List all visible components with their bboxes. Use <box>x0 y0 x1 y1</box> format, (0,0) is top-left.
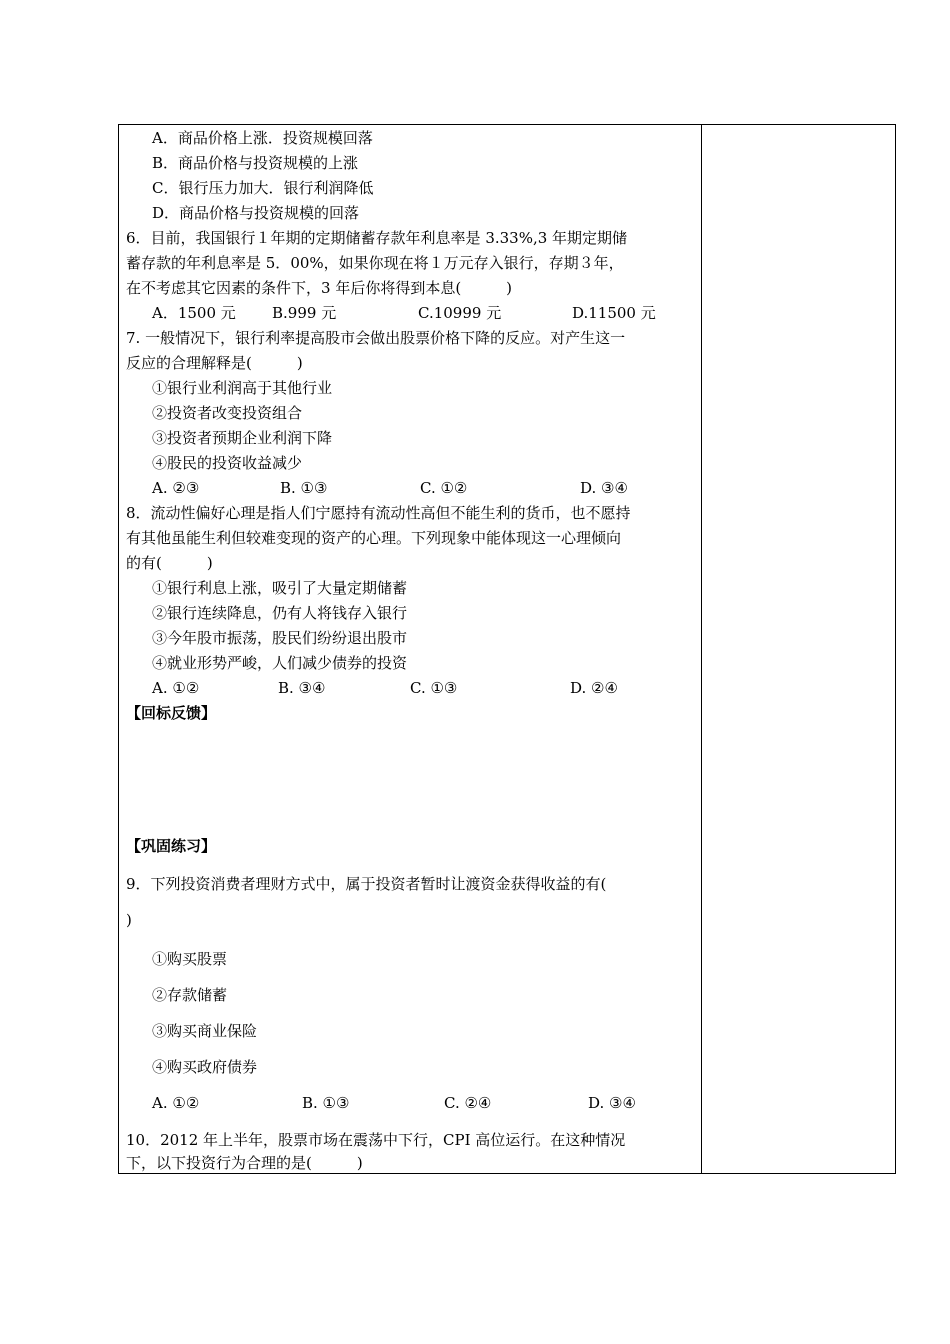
q5-option-d: D．商品价格与投资规模的回落 <box>152 204 360 222</box>
q7-item: ②投资者改变投资组合 <box>152 404 303 422</box>
q6-text-line: 蓄存款的年利息率是 5．00%，如果你现在将１万元存入银行，存期３年， <box>126 254 624 272</box>
q8-item: ④就业形势严峻，人们减少债券的投资 <box>152 654 408 672</box>
q9-item: ④购买政府债券 <box>152 1058 258 1076</box>
q6-text-line: 6．目前，我国银行１年期的定期储蓄存款年利息率是 3.33%,3 年期定期储 <box>126 229 628 247</box>
q6-option-c: C.10999 元 <box>418 304 502 322</box>
q9-item: ②存款储蓄 <box>152 986 228 1004</box>
section-practice-heading: 【巩固练习】 <box>126 837 217 855</box>
q7-item: ③投资者预期企业利润下降 <box>152 429 333 447</box>
q7-item: ①银行业利润高于其他行业 <box>152 379 333 397</box>
q9-text-line: 9．下列投资消费者理财方式中，属于投资者暂时让渡资金获得收益的有( <box>126 875 607 893</box>
q8-item: ③今年股市振荡，股民们纷纷退出股市 <box>152 629 408 647</box>
q7-option-c: C. ①② <box>420 479 468 497</box>
q7-option-a: A. ②③ <box>152 479 200 497</box>
q6-option-a: A．1500 元 <box>152 304 236 322</box>
q9-item: ①购买股票 <box>152 950 228 968</box>
q9-option-b: B. ①③ <box>302 1094 350 1112</box>
q9-option-c: C. ②④ <box>444 1094 492 1112</box>
q7-option-d: D. ③④ <box>580 479 628 497</box>
q8-option-c: C. ①③ <box>410 679 458 697</box>
q8-text-line: 8．流动性偏好心理是指人们宁愿持有流动性高但不能生利的货币，也不愿持 <box>126 504 631 522</box>
q10-text-line: 下，以下投资行为合理的是( ) <box>126 1154 363 1172</box>
section-feedback-heading: 【回标反馈】 <box>126 704 217 722</box>
q8-option-b: B. ③④ <box>278 679 326 697</box>
q10-text-line: 10．2012 年上半年，股票市场在震荡中下行，CPI 高位运行。在这种情况 <box>126 1131 626 1149</box>
q5-option-b: B．商品价格与投资规模的上涨 <box>152 154 359 172</box>
q7-text-line: 反应的合理解释是( ) <box>126 354 303 372</box>
q6-text-line: 在不考虑其它因素的条件下，3 年后你将得到本息( ) <box>126 279 513 297</box>
q5-option-a: A．商品价格上涨．投资规模回落 <box>152 129 373 147</box>
q9-text-line: ) <box>126 911 132 929</box>
column-divider <box>701 125 702 1173</box>
q8-item: ①银行利息上涨，吸引了大量定期储蓄 <box>152 579 408 597</box>
q9-option-a: A. ①② <box>152 1094 200 1112</box>
q8-text-line: 有其他虽能生利但较难变现的资产的心理。下列现象中能体现这一心理倾向 <box>126 529 622 547</box>
q8-item: ②银行连续降息，仍有人将钱存入银行 <box>152 604 408 622</box>
q7-option-b: B. ①③ <box>280 479 328 497</box>
q9-item: ③购买商业保险 <box>152 1022 258 1040</box>
q6-option-d: D.11500 元 <box>572 304 656 322</box>
q8-text-line: 的有( ) <box>126 554 213 572</box>
q8-option-a: A. ①② <box>152 679 200 697</box>
q7-item: ④股民的投资收益减少 <box>152 454 303 472</box>
q7-text-line: 7. 一般情况下，银行利率提高股市会做出股票价格下降的反应。对产生这一 <box>126 329 626 347</box>
q5-option-c: C．银行压力加大．银行利润降低 <box>152 179 374 197</box>
q9-option-d: D. ③④ <box>588 1094 636 1112</box>
q8-option-d: D. ②④ <box>570 679 618 697</box>
q6-option-b: B.999 元 <box>272 304 337 322</box>
